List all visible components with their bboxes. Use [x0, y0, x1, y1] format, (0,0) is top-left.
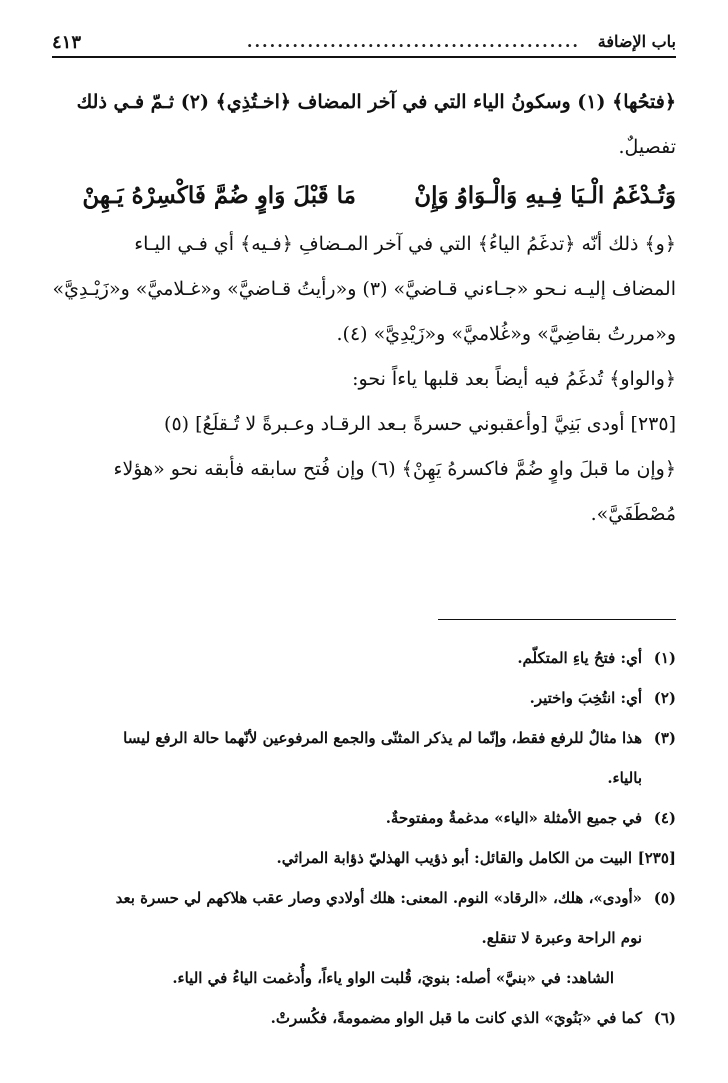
- footnote-shahid: الشاهد: في «بنيَّ» أصله: بنويَ، قُلبت الواو ياءاً، وأُدغمت الياءُ في الياء.: [172, 969, 614, 987]
- verse-second-hemistich: مَا قَبْلَ وَاوٍ ضُمَّ فَاكْسِرْهُ يَـهِنْ: [82, 182, 356, 209]
- footnote-continuation: نوم الراحة وعبرة لا تنقلع.: [481, 929, 642, 947]
- page-number: ٤١٣: [52, 32, 82, 53]
- footnote-item: (٤)في جميع الأمثلة «الياء» مدغمةٌ ومفتوحةٌ.: [385, 809, 676, 827]
- footnote-item: (٦)كما في «بَنُويَ» الذي كانت ما قبل الواو مضمومةً، فكُسرتْ.: [270, 1009, 676, 1027]
- footnote-item: (٥)«أودى»، هلك، «الرقاد» النوم. المعنى: هلك أولادي وصار عقب هلاكهم لي حسرة بعد: [115, 889, 676, 907]
- verse-first-hemistich: وَتُـدْغَمُ الْـيَا فِـيهِ وَالْـوَاوُ وَإِنْ: [414, 182, 676, 209]
- text-line: المضاف إليـه نـحو «جـاءني قـاضيَّ» (٣) و«رأيتُ قـاضيَّ» و«غـلاميَّ» و«زَيْـدِيَّ»: [52, 278, 676, 300]
- book-page: [52, 22, 676, 1062]
- chapter-title: باب الإضافة: [597, 32, 676, 51]
- footnote-continuation: بالياء.: [607, 769, 642, 787]
- text-line: ﴿و﴾ ذلك أنّه ﴿تدغَمُ الياءُ﴾ التي في آخر المـضافِ ﴿فـيه﴾ أي فـي اليـاء: [134, 233, 676, 255]
- header-rule: [52, 56, 676, 58]
- verse-line: [52, 170, 676, 222]
- text-line: ﴿فتحُها﴾ (١) وسكونُ الياء التي في آخر المضاف ﴿اخـتُذِي﴾ (٢) ثـمّ فـي ذلك: [76, 91, 676, 113]
- footnote-item: (٢)أي: انتُخِبَ واختير.: [529, 689, 676, 707]
- text-line: و«مررتُ بقاضِيَّ» و«غُلاميَّ» و«زَيْدِيَّ» (٤).: [336, 323, 676, 345]
- footnote-item: (١)أي: فتحُ ياءِ المتكلّم.: [517, 649, 676, 667]
- text-line: ﴿وإن ما قبلَ واوٍ ضُمَّ فاكسرهُ يَهِنْ﴾ (٦) وإن فُتح سابقه فأبقه نحو «هؤلاء: [113, 458, 676, 480]
- footnotes: [52, 638, 676, 1038]
- footnote-item: (٣)هذا مثالٌ للرفع فقط، وإنّما لم يذكر المثنّى والجمع المرفوعين لأنّهما حالة الرفع ليسا: [123, 729, 676, 747]
- poetry-citation-line: [٢٣٥] أودى بَنِيَّ [وأعقبوني حسرةً بـعد الرقـاد وعـبرةً لا تُـقلَعُ] (٥): [164, 413, 676, 435]
- footnote-separator: [438, 619, 676, 620]
- text-line: ﴿والواو﴾ تُدغَمُ فيه أيضاً بعد قلبها ياءاً نحو:: [352, 368, 676, 390]
- leader-dots: ............................................: [246, 32, 580, 51]
- main-text: [52, 80, 676, 537]
- running-header: [52, 30, 676, 58]
- text-line: مُصْطَفَيَّ».: [590, 503, 676, 525]
- footnote-item: [٢٣٥]البيت من الكامل والقائل: أبو ذؤيب الهذليّ ذؤابة المراثي.: [276, 849, 676, 867]
- text-line: تفصيلٌ.: [618, 136, 676, 158]
